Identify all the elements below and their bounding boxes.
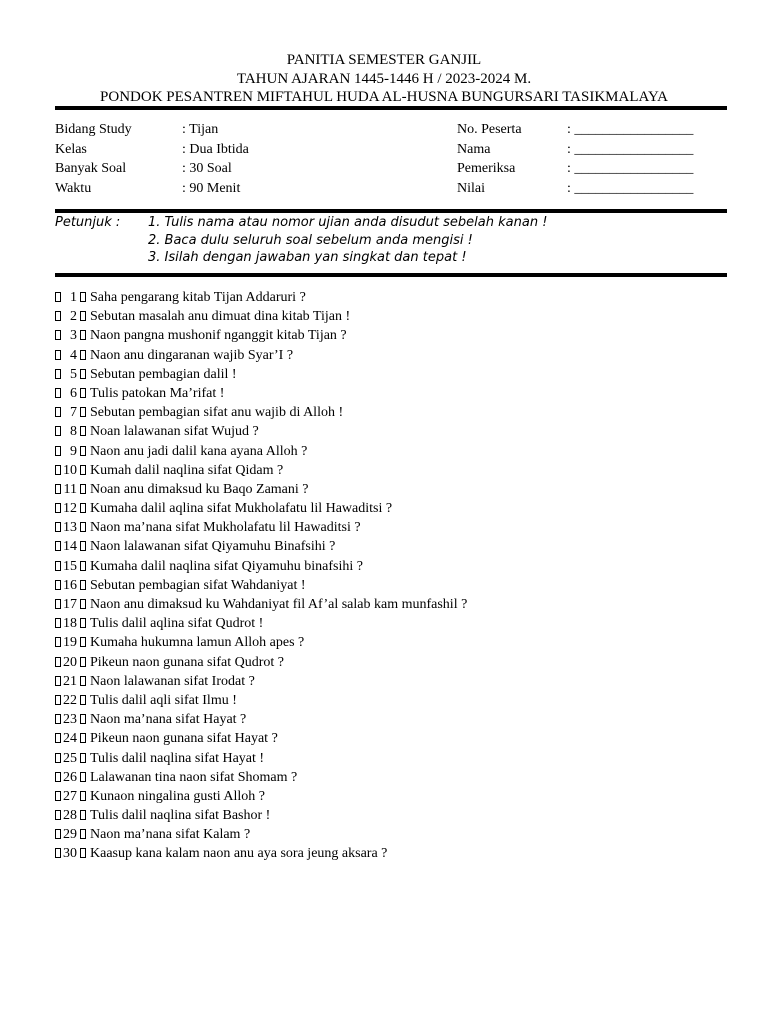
question-number: 23 xyxy=(63,712,77,728)
missing-glyph-box-icon xyxy=(55,753,61,763)
question-number: 17 xyxy=(63,597,77,612)
question-text: Sebutan pembagian sifat Wahdaniyat ! xyxy=(90,577,306,593)
question-text: Tulis dalil aqlina sifat Qudrot ! xyxy=(90,616,264,632)
missing-glyph-box-icon xyxy=(80,733,86,743)
question-text: Naon ma’nana sifat Hayat ? xyxy=(90,712,247,728)
question-number: 16 xyxy=(63,577,77,593)
header-academic-year: TAHUN AJARAN 1445-1446 H / 2023-2024 M. xyxy=(236,70,532,87)
missing-glyph-box-icon xyxy=(55,426,61,436)
missing-glyph-box-icon xyxy=(80,541,86,551)
question-item xyxy=(55,749,727,768)
question-item xyxy=(55,768,727,787)
missing-glyph-box-icon xyxy=(80,599,86,609)
question-number: 4 xyxy=(70,347,77,363)
missing-glyph-box-icon xyxy=(80,465,86,475)
missing-glyph-box-icon xyxy=(80,637,86,647)
missing-glyph-box-icon xyxy=(55,484,61,494)
missing-glyph-box-icon xyxy=(80,426,86,436)
question-number: 11 xyxy=(63,481,77,497)
question-number: 14 xyxy=(63,539,77,555)
missing-glyph-box-icon xyxy=(80,657,86,667)
instruction-item: 3. Isilah dengan jawaban yan singkat dan tepat ! xyxy=(148,250,467,265)
question-text: Naon anu dingaranan wajib Syar’I ? xyxy=(90,347,294,363)
fill-in-blank: : _________________ xyxy=(567,161,694,176)
question-text: Kumaha hukumna lamun Alloh apes ? xyxy=(90,635,305,651)
info-label: Bidang Study xyxy=(55,122,132,137)
question-number: 19 xyxy=(63,635,77,651)
question-item xyxy=(55,346,727,365)
question-text: Naon lalawanan sifat Irodat ? xyxy=(90,673,255,689)
instructions-label: Petunjuk : xyxy=(55,215,121,230)
question-number: 10 xyxy=(63,462,77,478)
question-item xyxy=(55,614,727,633)
missing-glyph-box-icon xyxy=(55,350,61,360)
missing-glyph-box-icon xyxy=(80,561,86,571)
question-item xyxy=(55,825,727,844)
missing-glyph-box-icon xyxy=(80,388,86,398)
question-text: Kunaon ningalina gusti Alloh ? xyxy=(90,788,265,804)
missing-glyph-box-icon xyxy=(55,292,61,302)
question-item xyxy=(55,576,727,595)
question-text: Tulis dalil aqli sifat Ilmu ! xyxy=(90,692,237,708)
missing-glyph-box-icon xyxy=(55,772,61,782)
divider-top xyxy=(55,106,727,110)
fill-in-blank: : _________________ xyxy=(567,141,694,157)
question-text: Kumaha dalil aqlina sifat Mukholafatu lil Hawaditsi ? xyxy=(90,501,393,517)
missing-glyph-box-icon xyxy=(80,446,86,456)
missing-glyph-box-icon xyxy=(55,388,61,398)
question-text: Tulis patokan Ma’rifat ! xyxy=(90,385,225,401)
question-number: 30 xyxy=(63,846,77,862)
question-text: Noan lalawanan sifat Wujud ? xyxy=(90,424,259,440)
question-text: Sebutan masalah anu dimuat dina kitab Tijan ! xyxy=(90,309,351,325)
missing-glyph-box-icon xyxy=(80,618,86,628)
question-number: 18 xyxy=(63,616,77,632)
missing-glyph-box-icon xyxy=(55,810,61,820)
question-item xyxy=(55,442,727,461)
question-item xyxy=(55,499,727,518)
question-item xyxy=(55,787,727,806)
missing-glyph-box-icon xyxy=(55,446,61,456)
question-item xyxy=(55,537,727,556)
question-number: 27 xyxy=(63,788,77,804)
missing-glyph-box-icon xyxy=(55,848,61,858)
missing-glyph-box-icon xyxy=(80,503,86,513)
question-number: 15 xyxy=(63,558,77,574)
question-text: Naon pangna mushonif nganggit kitab Tijan ? xyxy=(90,328,347,344)
missing-glyph-box-icon xyxy=(80,753,86,763)
question-item xyxy=(55,595,727,614)
question-text: Saha pengarang kitab Tijan Addaruri ? xyxy=(90,290,306,305)
question-text: Noan anu dimaksud ku Baqo Zamani ? xyxy=(90,481,309,497)
missing-glyph-box-icon xyxy=(55,311,61,321)
question-number: 13 xyxy=(63,520,77,536)
question-text: Kaasup kana kalam naon anu aya sora jeung aksara ? xyxy=(90,846,388,862)
question-text: Kumaha dalil naqlina sifat Qiyamuhu binafsihi ? xyxy=(90,558,363,574)
missing-glyph-box-icon xyxy=(80,848,86,858)
question-text: Naon ma’nana sifat Mukholafatu lil Hawaditsi ? xyxy=(90,520,361,536)
question-number: 9 xyxy=(70,443,77,459)
fill-in-blank: : _________________ xyxy=(567,122,694,137)
question-number: 26 xyxy=(63,769,77,785)
fill-in-blank: : _________________ xyxy=(567,180,694,196)
exam-info-block xyxy=(55,120,727,198)
missing-glyph-box-icon xyxy=(55,503,61,513)
missing-glyph-box-icon xyxy=(55,541,61,551)
question-text: Sebutan pembagian sifat anu wajib di Alloh ! xyxy=(90,405,344,421)
question-item xyxy=(55,633,727,652)
question-item xyxy=(55,672,727,691)
info-row xyxy=(55,140,727,160)
info-label: Nilai xyxy=(457,180,485,196)
missing-glyph-box-icon xyxy=(55,791,61,801)
missing-glyph-box-icon xyxy=(80,407,86,417)
info-value: : Tijan xyxy=(182,122,219,137)
missing-glyph-box-icon xyxy=(55,369,61,379)
question-item xyxy=(55,326,727,345)
question-text: Naon lalawanan sifat Qiyamuhu Binafsihi ? xyxy=(90,539,336,555)
question-number: 2 xyxy=(70,309,77,325)
question-number: 20 xyxy=(63,654,77,670)
missing-glyph-box-icon xyxy=(55,714,61,724)
missing-glyph-box-icon xyxy=(80,292,86,302)
question-number: 7 xyxy=(70,405,77,421)
missing-glyph-box-icon xyxy=(80,330,86,340)
question-text: Sebutan pembagian dalil ! xyxy=(90,366,237,382)
missing-glyph-box-icon xyxy=(55,407,61,417)
info-row xyxy=(55,179,727,199)
missing-glyph-box-icon xyxy=(80,311,86,321)
question-item xyxy=(55,288,727,307)
question-item xyxy=(55,691,727,710)
question-number: 6 xyxy=(70,385,77,401)
question-number: 5 xyxy=(70,366,77,382)
missing-glyph-box-icon xyxy=(55,695,61,705)
missing-glyph-box-icon xyxy=(55,599,61,609)
question-item xyxy=(55,710,727,729)
question-number: 21 xyxy=(63,673,77,689)
missing-glyph-box-icon xyxy=(80,829,86,839)
missing-glyph-box-icon xyxy=(55,657,61,667)
question-text: Naon anu dimaksud ku Wahdaniyat fil Af’al salab kam munfashil ? xyxy=(90,597,468,612)
info-row xyxy=(55,120,727,140)
missing-glyph-box-icon xyxy=(80,369,86,379)
question-number: 3 xyxy=(70,328,77,344)
divider-middle xyxy=(55,209,727,213)
header-institution: PONDOK PESANTREN MIFTAHUL HUDA AL-HUSNA BUNGURSARI TASIKMALAYA xyxy=(100,89,668,105)
missing-glyph-box-icon xyxy=(55,330,61,340)
info-value: : Dua Ibtida xyxy=(182,141,249,157)
info-label: Waktu xyxy=(55,180,92,196)
info-label: Kelas xyxy=(55,141,87,157)
question-text: Kumah dalil naqlina sifat Qidam ? xyxy=(90,462,284,478)
missing-glyph-box-icon xyxy=(55,561,61,571)
missing-glyph-box-icon xyxy=(80,522,86,532)
missing-glyph-box-icon xyxy=(55,676,61,686)
info-label: Pemeriksa xyxy=(457,161,516,176)
question-item xyxy=(55,403,727,422)
missing-glyph-box-icon xyxy=(55,637,61,647)
question-item xyxy=(55,365,727,384)
question-text: Tulis dalil naqlina sifat Hayat ! xyxy=(90,750,265,766)
info-label: No. Peserta xyxy=(457,122,522,137)
instructions-list xyxy=(148,214,547,267)
question-item xyxy=(55,384,727,403)
question-text: Naon ma’nana sifat Kalam ? xyxy=(90,827,251,843)
info-label: Nama xyxy=(457,141,491,157)
question-item xyxy=(55,557,727,576)
missing-glyph-box-icon xyxy=(80,791,86,801)
info-row xyxy=(55,159,727,179)
document-header xyxy=(0,51,768,107)
question-text: Lalawanan tina naon sifat Shomam ? xyxy=(90,769,298,785)
question-item xyxy=(55,480,727,499)
missing-glyph-box-icon xyxy=(80,484,86,494)
question-item xyxy=(55,653,727,672)
missing-glyph-box-icon xyxy=(80,714,86,724)
info-value: : 30 Soal xyxy=(182,161,232,176)
missing-glyph-box-icon xyxy=(55,618,61,628)
missing-glyph-box-icon xyxy=(55,580,61,590)
info-label: Banyak Soal xyxy=(55,161,127,176)
header-committee: PANITIA SEMESTER GANJIL xyxy=(286,52,482,68)
missing-glyph-box-icon xyxy=(55,522,61,532)
instruction-item: 1. Tulis nama atau nomor ujian anda disudut sebelah kanan ! xyxy=(148,215,548,230)
question-item xyxy=(55,729,727,748)
question-item xyxy=(55,307,727,326)
question-number: 8 xyxy=(70,424,77,440)
missing-glyph-box-icon xyxy=(80,350,86,360)
instruction-item: 2. Baca dulu seluruh soal sebelum anda mengisi ! xyxy=(148,232,473,248)
question-number: 29 xyxy=(63,827,77,843)
missing-glyph-box-icon xyxy=(55,465,61,475)
missing-glyph-box-icon xyxy=(80,695,86,705)
question-item xyxy=(55,422,727,441)
question-text: Tulis dalil naqlina sifat Bashor ! xyxy=(90,808,271,824)
question-text: Naon anu jadi dalil kana ayana Alloh ? xyxy=(90,443,308,459)
info-value: : 90 Menit xyxy=(182,180,241,196)
question-item xyxy=(55,461,727,480)
missing-glyph-box-icon xyxy=(80,772,86,782)
question-number: 25 xyxy=(63,750,77,766)
question-text: Pikeun naon gunana sifat Qudrot ? xyxy=(90,654,285,670)
question-item xyxy=(55,844,727,863)
question-number: 22 xyxy=(63,692,77,708)
question-item xyxy=(55,518,727,537)
missing-glyph-box-icon xyxy=(80,580,86,590)
missing-glyph-box-icon xyxy=(55,829,61,839)
question-number: 28 xyxy=(63,808,77,824)
question-text: Pikeun naon gunana sifat Hayat ? xyxy=(90,731,278,747)
missing-glyph-box-icon xyxy=(80,676,86,686)
missing-glyph-box-icon xyxy=(80,810,86,820)
question-number: 1 xyxy=(70,290,77,305)
missing-glyph-box-icon xyxy=(55,733,61,743)
question-number: 24 xyxy=(63,731,77,747)
question-list xyxy=(55,288,727,864)
question-number: 12 xyxy=(63,501,77,517)
divider-bottom xyxy=(55,273,727,277)
question-item xyxy=(55,806,727,825)
